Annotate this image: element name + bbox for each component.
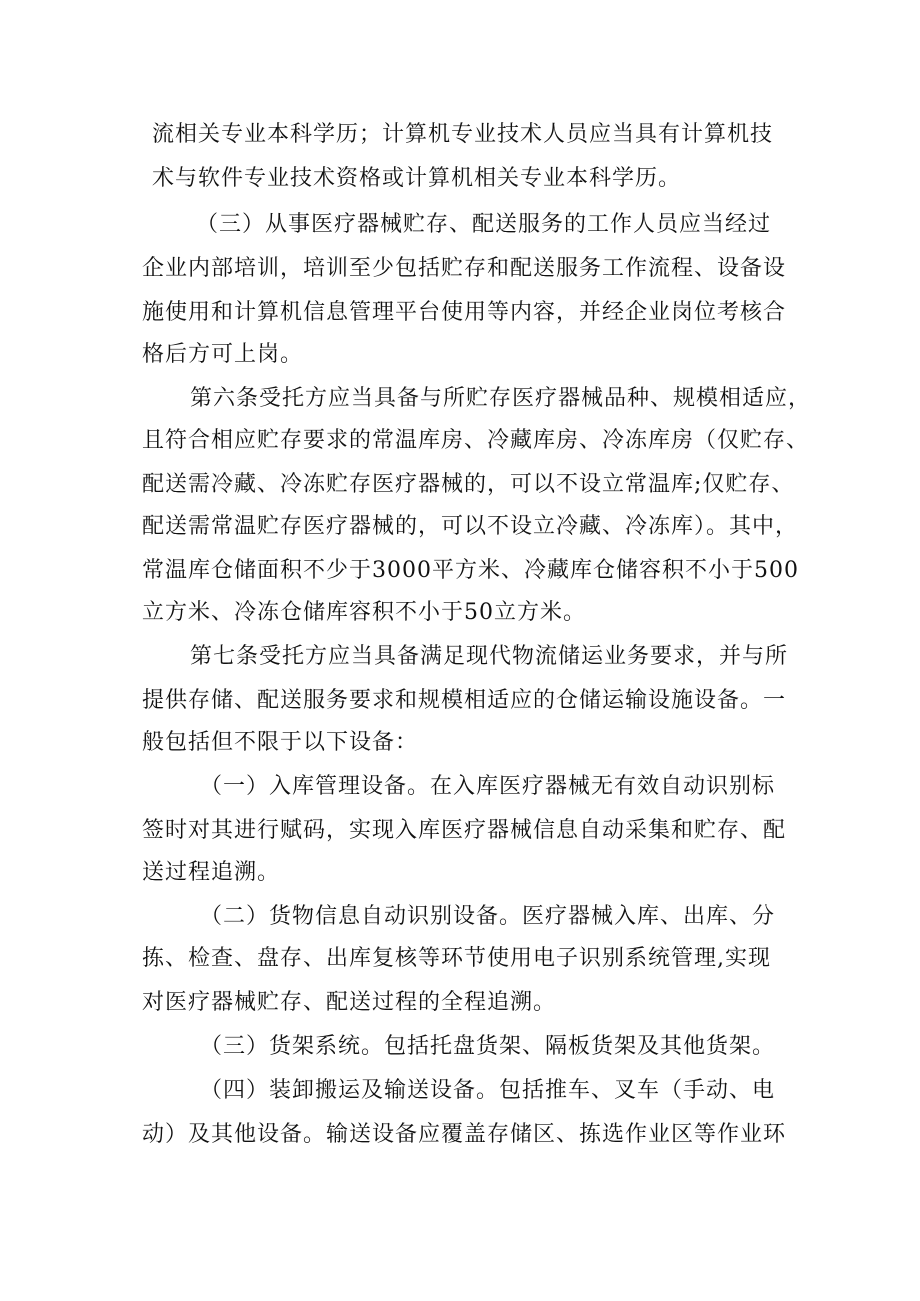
text-line: 配送需常温贮存医疗器械的，可以不设立冷藏、冷冻库）。其中， xyxy=(142,514,799,539)
text-line: （一）入库管理设备。在入库医疗器械无有效自动识别标 xyxy=(200,774,776,799)
text-line: 送过程追溯。 xyxy=(142,860,281,885)
text-line: （三）从事医疗器械贮存、配送服务的工作人员应当经过 xyxy=(196,212,772,237)
text-line: 立方米、冷冻仓储库容积不小于50立方米。 xyxy=(142,600,586,625)
text-line: 术与软件专业技术资格或计算机相关专业本科学历。 xyxy=(152,166,682,191)
text-line: 对医疗器械贮存、配送过程的全程追溯。 xyxy=(142,990,557,1015)
text-line: 动）及其他设备。输送设备应覆盖存储区、拣选作业区等作业环 xyxy=(142,1122,787,1147)
text-line: 格后方可上岗。 xyxy=(142,342,304,367)
text-line: 签时对其进行赋码，实现入库医疗器械信息自动采集和贮存、配 xyxy=(142,818,787,843)
text-line: 拣、检查、盘存、出库复核等环节使用电子识别系统管理,实现 xyxy=(142,946,771,971)
text-line: 第六条受托方应当具备与所贮存医疗器械品种、规模相适应， xyxy=(190,386,812,411)
text-line: 企业内部培训，培训至少包括贮存和配送服务工作流程、设备设 xyxy=(142,256,787,281)
text-line: 配送需冷藏、冷冻贮存医疗器械的，可以不设立常温库;仅贮存、 xyxy=(142,472,795,497)
text-line: 流相关专业本科学历；计算机专业技术人员应当具有计算机技 xyxy=(152,122,774,147)
text-line: （四）装卸搬运及输送设备。包括推车、叉车（手动、电 xyxy=(200,1078,776,1103)
text-line: 常温库仓储面积不少于3000平方米、冷藏库仓储容积不小于500 xyxy=(142,558,799,583)
text-line: （二）货物信息自动识别设备。医疗器械入库、出库、分 xyxy=(200,904,776,929)
text-line: 提供存储、配送服务要求和规模相适应的仓储运输设施设备。一 xyxy=(142,688,787,713)
text-line: （三）货架系统。包括托盘货架、隔板货架及其他货架。 xyxy=(200,1034,776,1059)
text-line: 第七条受托方应当具备满足现代物流储运业务要求，并与所 xyxy=(190,644,789,669)
text-line: 且符合相应贮存要求的常温库房、冷藏库房、冷冻库房（仅贮存、 xyxy=(142,428,810,453)
text-line: 施使用和计算机信息管理平台使用等内容，并经企业岗位考核合 xyxy=(142,300,787,325)
text-line: 般包括但不限于以下设备： xyxy=(142,730,419,755)
